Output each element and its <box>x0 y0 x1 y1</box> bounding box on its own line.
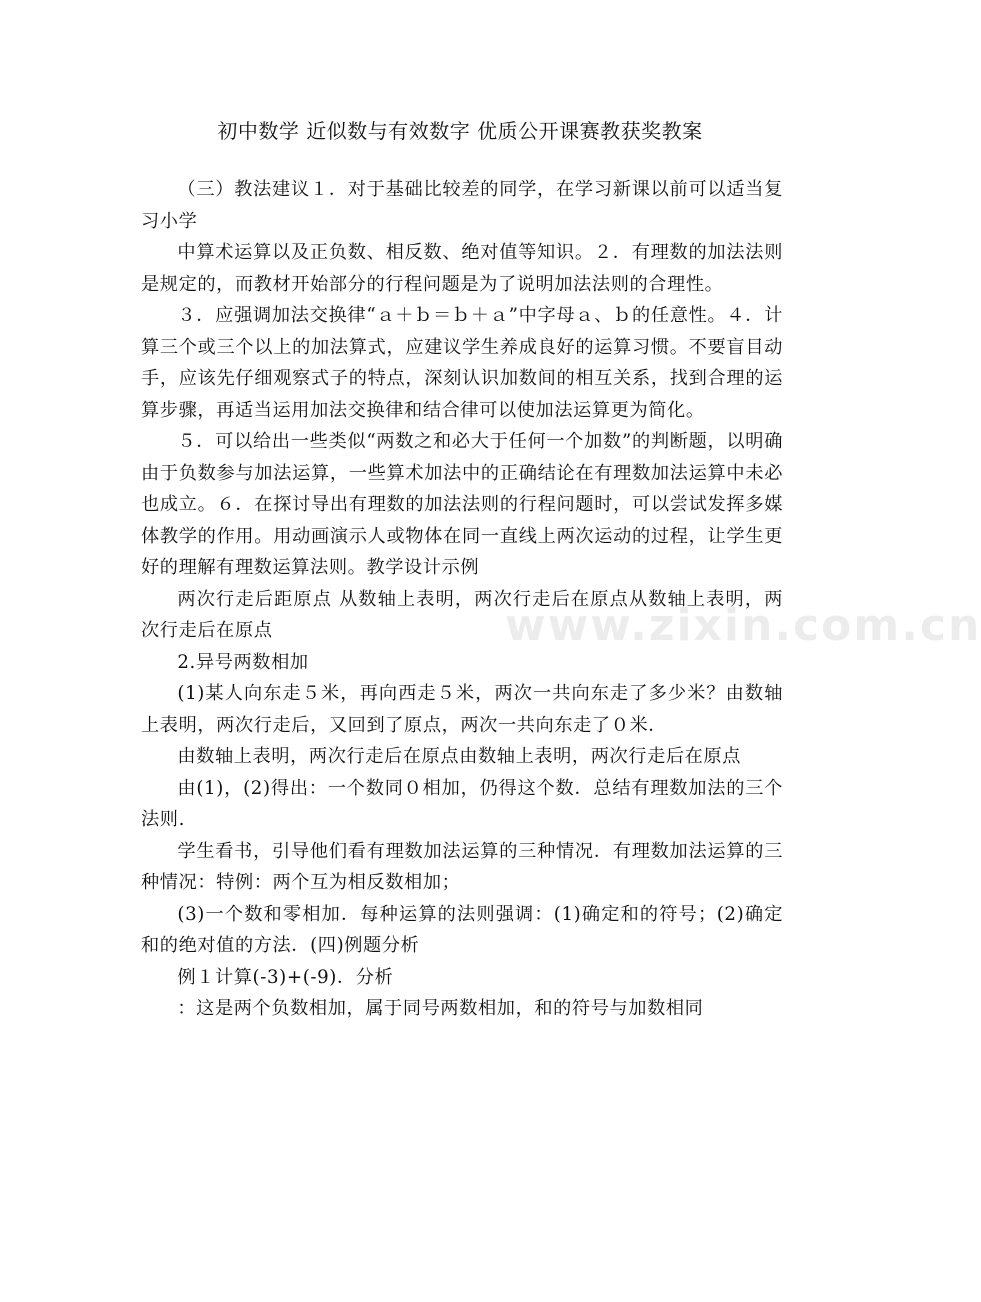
document-title: 初中数学 近似数与有效数字 优质公开课赛教获奖教案 <box>217 119 703 143</box>
paragraph-11: (3)一个数和零相加．每种运算的法则强调：(1)确定和的符号；(2)确定和的绝对值的方法．(四)例题分析 <box>141 903 783 956</box>
paragraph-13: ：这是两个负数相加，属于同号两数相加，和的符号与加数相同 <box>177 998 704 1019</box>
paragraph-10: 学生看书，引导他们看有理数加法运算的三种情况．有理数加法运算的三种情况：特例：两个互为相反数相加； <box>141 840 783 893</box>
paragraph-2: 中算术运算以及正负数、相反数、绝对值等知识。２．有理数的加法法则是规定的，而教材开始部分的行程问题是为了说明加法法则的合理性。 <box>141 242 783 295</box>
paragraph-1: （三）教法建议１．对于基础比较差的同学，在学习新课以前可以适当复习小学 <box>141 179 783 232</box>
paragraph-5: 两次行走后距原点 从数轴上表明，两次行走后在原点从数轴上表明，两次行走后在原点 <box>141 588 783 641</box>
paragraph-4: ５．可以给出一些类似“两数之和必大于任何一个加数”的判断题，以明确由于负数参与加法运算，一些算术加法中的正确结论在有理数加法运算中未必也成立。６．在探讨导出有理数的加法法则的行程问题时，可以尝试发挥多媒体教学的作用。用动画演示人或物体在同一直线上两次运动的过程，让学生更好的理解有理数运算法则。教学设计示例 <box>141 431 783 578</box>
paragraph-12: 例１计算(-3)+(-9)．分析 <box>177 966 394 988</box>
watermark: www.zixin.com.cn <box>505 600 981 651</box>
paragraph-7: (1)某人向东走５米，再向西走５米，两次一共向东走了多少米？由数轴上表明，两次行走后，又回到了原点，两次一共向东走了０米． <box>141 683 783 736</box>
paragraph-8: 由数轴上表明，两次行走后在原点由数轴上表明，两次行走后在原点 <box>177 746 742 767</box>
paragraph-9: 由(1)，(2)得出：一个数同０相加，仍得这个数．总结有理数加法的三个法则. <box>141 777 783 830</box>
paragraph-6: 2.异号两数相加 <box>177 651 309 673</box>
paragraph-3: ３．应强调加法交换律“ａ＋ｂ＝ｂ＋ａ”中字母ａ、ｂ的任意性。４．计算三个或三个以上的加法算式，应建议学生养成良好的运算习惯。不要盲目动手，应该先仔细观察式子的特点，深刻认识加数间的相互关系，找到合理的运算步骤，再适当运用加法交换律和结合律可以使加法运算更为简化。 <box>141 305 783 421</box>
document-body <box>141 174 783 1025</box>
